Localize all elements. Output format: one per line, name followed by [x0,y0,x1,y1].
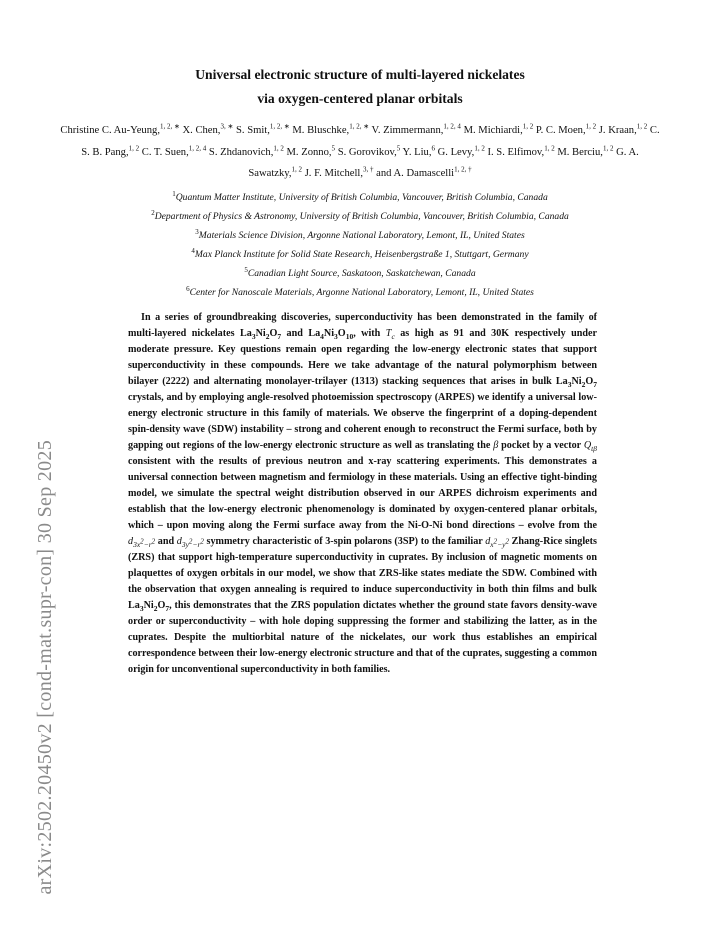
author-name: P. C. Moen, [535,125,586,136]
author-affiliation-mark: 5 [331,143,336,152]
author-affiliation-mark: 1, 2, 4 [188,143,207,152]
author-affiliation-mark: 1, 2, 4 [443,122,461,131]
author-affiliation-mark: 3, † [363,165,374,174]
affiliation-number: 3 [195,227,199,236]
affiliation-number: 4 [191,246,195,255]
author [286,143,336,158]
author [60,122,180,136]
paper-title [0,63,720,111]
author-name: Y. Liu, [402,146,432,158]
author-name: S. Gorovikov, [337,146,397,158]
author-affiliation-mark: 1, 2 [544,143,555,152]
author [487,143,555,158]
author-name: M. Berciu, [557,146,603,158]
author-list [58,120,662,185]
abstract-text: , with [353,328,386,339]
author-affiliation-mark: 5 [396,143,401,152]
abstract-text: and [281,328,309,339]
abstract [128,310,597,678]
author-affiliation-mark: 1, 2, † [454,165,472,174]
author [437,143,485,158]
title-line-2: via oxygen-centered planar orbitals [257,91,463,106]
author [402,143,435,158]
author-name: G. Levy, [437,146,475,158]
formula-la3ni2o7: $La_3Ni_2O_7$ [555,376,597,390]
author-affiliation-mark: 1, 2 [522,122,534,131]
author-name: M. Michiardi, [463,125,523,136]
abstract-text: pocket by a vector [498,440,584,451]
abstract-text: crystals, and by employing angle-resolved photoemission spectroscopy (ARPES) we identify a universal low-energy electronic structure in this family of materials. We observe the fingerprint of a doping-dependent spin-density wave (SDW) instability – strong and coherent enough to reconstruct the Fermi surface, both by gapping out regions of the low-energy electronic structure as well as translating the [128,392,597,451]
author-affiliation-mark: 1, 2 [273,143,284,152]
author [182,122,234,136]
arxiv-stamp-text: arXiv:2502.20450v2 [cond-mat.supr-con] 30 Sep 2025 [34,440,56,895]
affiliation-number: 2 [151,208,155,217]
author-name: Christine C. Au-Yeung, [60,125,160,136]
author [598,122,648,136]
symbol-d3y2-r2: $d_{3y^2-r^2}$ [176,536,204,550]
author-name: and A. Damascelli [376,168,455,179]
author-name: C. S. B. Pang, [81,125,660,158]
author-affiliation-mark: 3, ∗ [220,122,234,131]
author [371,122,461,136]
author [208,143,284,158]
abstract-text: Zhang-Rice singlets (ZRS) that support high-temperature superconductivity in cuprates. By inclusion of magnetic moments on plaquettes of oxygen orbitals in our model, we show that ZRS-like states mediate the SDW. Combined with the observation that oxygen annealing is required to induce superconductivity in both thin films and bulk [128,536,597,595]
arxiv-stamp [16,200,56,895]
author [304,165,374,179]
symbol-tc: $T_c$ [385,328,395,342]
affiliation-number: 6 [186,284,190,293]
author-name: I. S. Elfimov, [487,146,545,158]
author [337,143,401,158]
author-affiliation-mark: 1, 2, ∗ [349,122,370,131]
author-affiliation-mark: 1, 2, ∗ [159,122,180,131]
affiliation [58,226,662,245]
author-name: G. A. Sawatzky, [248,146,639,179]
abstract-text: as high as 91 and 30K respectively under moderate pressure. Key questions remain open regarding the low-energy electronic states that support superconductivity in these compounds. Here we take advantage of the natural polymorphism between bilayer (2222) and alternating monolayer-trilayer (1313) stacking sequences that arises in bulk [128,328,597,387]
author-name: V. Zimmermann, [371,125,444,136]
author-affiliation-mark: 1, 2 [602,143,614,152]
formula-la3ni2o7: $La_3Ni_2O_7$ [239,328,282,342]
author-affiliation-mark: 1, 2 [128,143,140,152]
symbol-q-t-beta: $Q_{t\beta}$ [583,440,597,454]
affiliation-text: Max Planck Institute for Solid State Research, Heisenbergstraße 1, Stuttgart, Germany [194,249,529,260]
author [236,122,290,136]
author-affiliation-mark: 1, 2, ∗ [269,122,290,131]
author-name: M. Bluschke, [292,125,350,136]
author-affiliation-mark: 1, 2 [585,122,597,131]
author [557,143,614,158]
abstract-text: In a series of groundbreaking discoveries, superconductivity has been demonstrated in the family of multi-layered nickelates [128,312,597,339]
abstract-text: symmetry characteristic of 3-spin polarons (3SP) to the familiar [203,536,486,547]
author-affiliation-mark: 1, 2 [291,165,303,174]
symbol-beta: β [493,440,499,451]
affiliation-text: Canadian Light Source, Saskatoon, Saskatchewan, Canada [247,268,476,279]
affiliation [58,207,662,226]
author [376,165,472,179]
formula-la4ni3o10: $La_4Ni_3O_{10}$ [308,328,354,342]
author-name: J. Kraan, [598,125,637,136]
title-line-1: Universal electronic structure of multi-layered nickelates [195,67,525,82]
author-name: X. Chen, [182,125,221,136]
formula-la3ni2o7: $La_3Ni_2O_7$ [128,600,170,614]
author-affiliation-mark: 1, 2 [474,143,485,152]
author-name: S. Smit, [236,125,270,136]
author [292,122,370,136]
abstract-text: and [155,536,177,547]
abstract-text: consistent with the results of previous neutron and x-ray scattering experiments. This demonstrates a universal connection between magnetism and fermiology in these materials. Using an effective tight-binding model, we simulate the spectral weight distribution observed in our ARPES dichroism experiments and establish that the low-energy electronic phenomenology is dominated by oxygen-centered planar orbitals, which – upon moving along the Fermi surface away from the Ni-O-Ni bond directions – evolve from the [128,456,597,531]
author-name: C. T. Suen, [141,146,189,158]
abstract-text: , this demonstrates that the ZRS population dictates whether the ground state favors density-wave order or superconductivity – with hole doping suppressing the former and stabilizing the latter, as in the cuprates. Despite the multiorbital nature of the nickelates, our work thus establishes an empirical correspondence between their low-energy electronic structure and that of the cuprates, suggesting a common origin for unconventional superconductivity in both families. [128,600,597,675]
affiliation-number: 5 [244,265,248,274]
author-name: M. Zonno, [286,146,332,158]
affiliation-text: Materials Science Division, Argonne National Laboratory, Lemont, IL, United States [198,230,525,241]
affiliation [58,188,662,207]
affiliation-text: Department of Physics & Astronomy, University of British Columbia, Vancouver, British Columbia, Canada [154,211,569,222]
affiliation [58,283,662,302]
affiliation-list [58,188,662,302]
author [535,122,597,136]
affiliation-text: Quantum Matter Institute, University of British Columbia, Vancouver, British Columbia, Canada [175,192,548,203]
symbol-d3x2-r2: $d_{3x^2-r^2}$ [128,536,156,550]
author-name: J. F. Mitchell, [304,168,363,179]
author-affiliation-mark: 1, 2 [636,122,648,131]
author [463,122,534,136]
author-affiliation-mark: 6 [431,143,435,152]
affiliation-number: 1 [172,189,176,198]
symbol-dx2-y2: $d_{x^2-y^2}$ [485,536,510,550]
affiliation [58,264,662,283]
author [141,143,207,158]
author-name: S. Zhdanovich, [208,146,274,158]
affiliation-text: Center for Nanoscale Materials, Argonne National Laboratory, Lemont, IL, United States [189,287,534,298]
affiliation [58,245,662,264]
